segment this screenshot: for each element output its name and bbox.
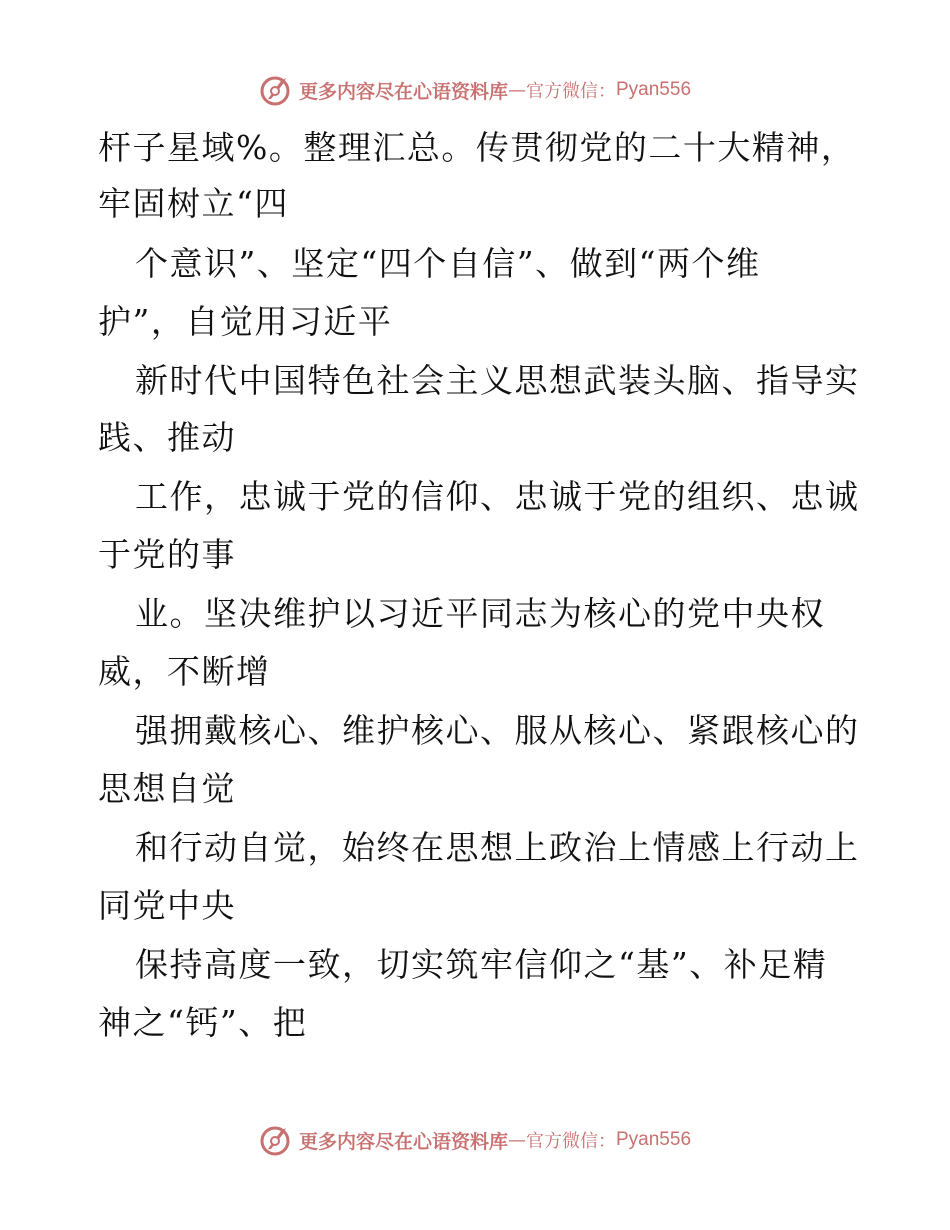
text-line: 同党中央 <box>98 886 236 925</box>
footer-wechat-id: Pyan556 <box>616 1129 692 1150</box>
text-line: 思想自觉 <box>98 769 236 808</box>
text-line: 践、推动 <box>98 418 236 457</box>
text-line: 保持高度一致，切实筑牢信仰之“基”、补足精 <box>135 945 828 984</box>
text-line: 工作，忠诚于党的信仰、忠诚于党的组织、忠诚 <box>135 477 860 516</box>
text-line: 业。坚决维护以习近平同志为核心的党中央权 <box>135 594 825 633</box>
quill-logo-icon <box>259 73 293 107</box>
footer-separator: — <box>508 1129 526 1151</box>
text-line: 威，不断增 <box>98 652 271 691</box>
text-line: 个意识”、坚定“四个自信”、做到“两个维 <box>135 244 761 283</box>
text-line: 新时代中国特色社会主义思想武装头脑、指导实 <box>135 361 860 400</box>
header-wechat-id: Pyan556 <box>616 79 692 100</box>
text-line: 神之“钙”、把 <box>98 1003 308 1042</box>
footer-site-text: 更多内容尽在心语资料库 <box>298 1130 508 1153</box>
footer-banner <box>0 1120 950 1160</box>
header-site-text: 更多内容尽在心语资料库 <box>298 80 508 103</box>
text-line: 护”，自觉用习近平 <box>98 302 393 341</box>
header-wechat-label: 官方微信： <box>526 81 616 102</box>
text-line: 杆子星域%。整理汇总。传贯彻党的二十大精神， <box>98 128 856 167</box>
text-line: 于党的事 <box>98 535 236 574</box>
quill-logo-icon <box>259 1123 293 1157</box>
text-line: 牢固树立“四 <box>98 184 289 223</box>
header-banner <box>0 70 950 110</box>
footer-wechat-label: 官方微信： <box>526 1131 616 1152</box>
header-separator: — <box>508 79 526 101</box>
text-line: 和行动自觉，始终在思想上政治上情感上行动上 <box>135 828 860 867</box>
text-line: 强拥戴核心、维护核心、服从核心、紧跟核心的 <box>135 711 860 750</box>
